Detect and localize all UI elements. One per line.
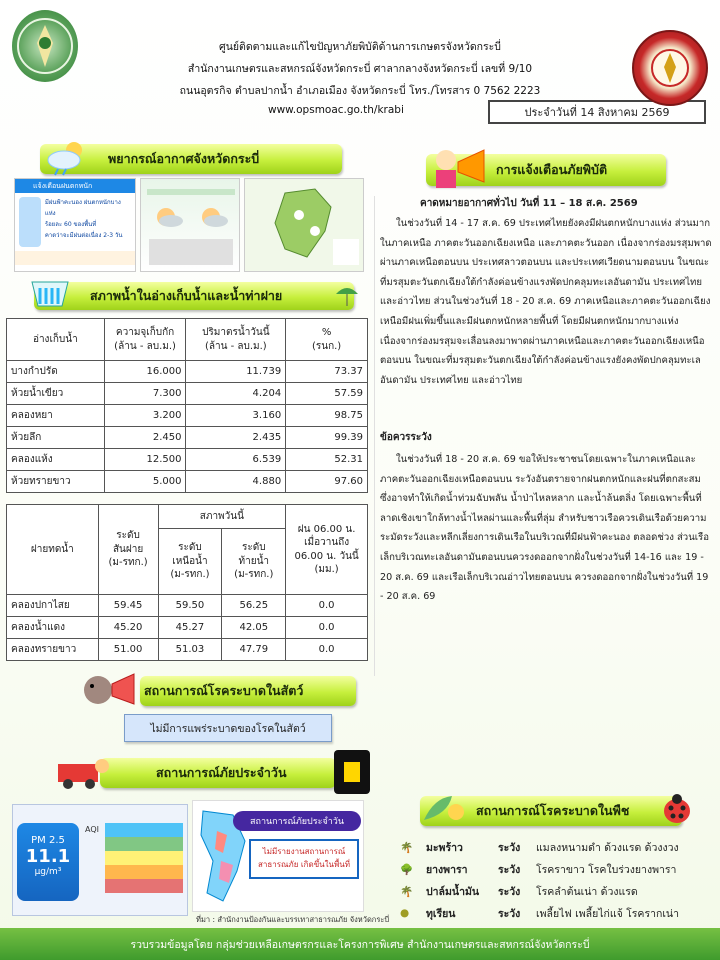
footer-text: รวบรวมข้อมูลโดย กลุ่มช่วยเหลือเกษตรกรและโครงการพิเศษ สำนักงานเกษตรและสหกรณ์จังหวัดกระบี่: [130, 938, 590, 951]
animal-status-box: ไม่มีการแพร่ระบาดของโรคในสัตว์: [124, 714, 332, 742]
plant-section-title: สถานการณ์โรคระบาดในพืช: [476, 803, 630, 818]
crop-pests: เพลี้ยไฟ เพลี้ยไก่แจ้ โรครากเน่า: [536, 907, 680, 920]
cell-volume: 6.539: [186, 449, 286, 471]
reservoir-table: [6, 318, 368, 493]
footer-bar: [0, 928, 720, 960]
cell-volume: 4.204: [186, 383, 286, 405]
cell-rain: 0.0: [286, 595, 368, 617]
col-header: % (รนก.): [286, 319, 368, 361]
durian-icon: ●: [400, 907, 410, 919]
ministry-emblem-logo: [632, 30, 708, 106]
pm25-card: [17, 823, 79, 901]
cell-downstream: 42.05: [222, 617, 286, 639]
cell-capacity: 3.200: [104, 405, 186, 427]
pm25-label: PM 2.5: [31, 835, 65, 846]
fire-truck-icon: [54, 750, 110, 792]
umbrella-person-icon: [334, 282, 360, 308]
table-row: [7, 595, 368, 617]
weir-name: คลองปกาไสย: [7, 595, 99, 617]
forecast-title: คาดหมายอากาศทั่วไป วันที่ 11 – 18 ส.ค. 2569: [420, 198, 638, 209]
cell-volume: 2.435: [186, 427, 286, 449]
thumb-warning-caption: แจ้งเตือนฝนตกหนัก: [15, 179, 135, 193]
list-item: [400, 858, 712, 880]
weather-section-title: พยากรณ์อากาศจังหวัดกระบี่: [108, 151, 260, 166]
weather-warning-thumbnail[interactable]: [14, 178, 136, 272]
cell-capacity: 7.300: [104, 383, 186, 405]
reservoir-name: ห้วยลึก: [7, 427, 105, 449]
table-row: [7, 361, 368, 383]
table-row: [7, 427, 368, 449]
daily-source: ที่มา : สำนักงานป้องกันและบรรเทาสาธารณภัย จังหวัดกระบี่: [196, 915, 390, 924]
crop-name: ทุเรียน: [426, 907, 456, 920]
weir-name: คลองทรายขาว: [7, 639, 99, 661]
warning-section-title: การแจ้งเตือนภัยพิบัติ: [496, 162, 608, 177]
pm25-unit: µg/m³: [34, 867, 62, 877]
daily-hazard-map: [192, 800, 364, 912]
cell-percent: 99.39: [286, 427, 368, 449]
cell-percent: 57.59: [286, 383, 368, 405]
animal-section-title: สถานการณ์โรคระบาดในสัตว์: [144, 683, 304, 698]
rubber-tree-icon: 🌳: [400, 863, 414, 876]
weather-cloud-icon: [44, 138, 90, 176]
cell-volume: 4.880: [186, 471, 286, 493]
oil-palm-icon: 🌴: [400, 885, 414, 898]
provincial-seal-logo: [12, 10, 78, 82]
website-link[interactable]: www.opsmoac.go.th/krabi: [268, 104, 404, 116]
cell-capacity: 5.000: [104, 471, 186, 493]
list-item: [400, 902, 712, 924]
forecast-paragraph: ในช่วงวันที่ 14 - 17 ส.ค. 69 ประเทศไทยยังคงมีฝนตกหนักบางแห่ง ส่วนมากในภาคเหนือ ภาคตะวันออกเฉียงเหนือ และภาคตะวันออก เนื่องจากร่องมรสุมพาดผ่านภาคเหนือตอนบน ประเทศลาวตอนบน และประเทศเวียดนามตอนบน ในขณะที่มรสุมตะวันตกเฉียงใต้กำลังค่อนข้างแรงพัดปกคลุมทะเลอันดามัน ประเทศไทย และอ่าวไทย ส่วนในช่วงวันที่ 18 - 20 ส.ค. 69 ภาคเหนือและภาคตะวันออกเฉียงเหนือมีฝนเพิ่มขึ้นและมีฝนตกหนักหลายพื้นที่ โดยมีฝนตกหนักมากบางแห่ง เนื่องจากร่องมรสุมจะเลื่อนลงมาพาดผ่านภาคเหนือและภาคตะวันออกเฉียงเหนือตอนบน ในขณะที่มรสุมตะวันตกเฉียงใต้กำลังค่อนข้างแรงยังคงพัดปกคลุมทะเลอันดามัน ประเทศไทย และอ่าวไทย: [380, 218, 712, 386]
plant-list: [400, 836, 712, 924]
col-header: ฝน 06.00 น. เมื่อวานถึง 06.00 น. วันนี้ (มม.): [286, 505, 368, 595]
cell-downstream: 56.25: [222, 595, 286, 617]
col-header: อ่างเก็บน้ำ: [7, 319, 105, 361]
weir-name: คลองน้ำแดง: [7, 617, 99, 639]
cell-percent: 97.60: [286, 471, 368, 493]
col-header: ปริมาตรน้ำวันนี้ (ล้าน - ลบ.ม.): [186, 319, 286, 361]
dam-water-icon: [30, 276, 70, 312]
cell-percent: 52.31: [286, 449, 368, 471]
crop-pests: แมลงหนามดำ ด้วงแรด ด้วงงวง: [536, 841, 679, 854]
advice-title: ข้อควรระวัง: [380, 432, 432, 443]
cell-upstream: 51.03: [158, 639, 222, 661]
col-header: ความจุเก็บกัก (ล้าน - ลบ.ม.): [104, 319, 186, 361]
daily-map-title: สถานการณ์ภัยประจำวัน: [233, 811, 361, 831]
cell-rain: 0.0: [286, 617, 368, 639]
cell-volume: 11.739: [186, 361, 286, 383]
reservoir-name: ห้วยน้ำเขียว: [7, 383, 105, 405]
cell-downstream: 47.79: [222, 639, 286, 661]
thumb-caption-line: มีฝนฟ้าคะนอง ฝนตกหนักบางแห่ง: [44, 199, 121, 217]
cell-capacity: 12.500: [104, 449, 186, 471]
crop-warning: ระวัง: [498, 863, 521, 876]
coconut-icon: 🌴: [400, 841, 414, 854]
ladybug-icon: [660, 792, 694, 826]
reservoir-section-banner: [34, 282, 354, 310]
header-org-name: ศูนย์ติดตามและแก้ไขปัญหาภัยพิบัติด้านการเกษตรจังหวัดกระบี่: [219, 41, 501, 53]
col-header: ระดับ เหนือน้ำ (ม-รทก.): [158, 529, 222, 595]
cow-megaphone-icon: [80, 666, 138, 710]
table-row: [7, 449, 368, 471]
table-row: [7, 471, 368, 493]
reservoir-section-title: สภาพน้ำในอ่างเก็บน้ำและน้ำท่าฝาย: [90, 288, 283, 303]
cell-crest-level: 45.20: [98, 617, 158, 639]
megaphone-person-icon: [428, 142, 490, 190]
reservoir-name: คลองแห้ง: [7, 449, 105, 471]
crop-name: มะพร้าว: [426, 841, 463, 854]
crop-pests: โรคราขาว โรคใบร่วงยางพารา: [536, 863, 677, 876]
crop-name: ปาล์มน้ำมัน: [426, 885, 480, 898]
col-header: สภาพวันนี้: [158, 505, 286, 529]
thumb-caption-line: คาดว่าจะมีฝนต่อเนื่อง 2-3 วัน: [44, 232, 123, 239]
col-header: ระดับ ท้ายน้ำ (ม-รทก.): [222, 529, 286, 595]
cell-crest-level: 59.45: [98, 595, 158, 617]
crop-warning: ระวัง: [498, 907, 521, 920]
header-address: ถนนอุตรกิจ ตำบลปากน้ำ อำเภอเมือง จังหวัดกระบี่ โทร./โทรสาร 0 7562 2223: [179, 85, 541, 97]
daily-section-banner: [100, 758, 336, 788]
cell-percent: 98.75: [286, 405, 368, 427]
report-date: ประจำวันที่ 14 สิงหาคม 2569: [488, 100, 706, 124]
cell-capacity: 16.000: [104, 361, 186, 383]
thumb-caption-line: ร้อยละ 60 ของพื้นที่: [44, 221, 97, 228]
list-item: [400, 880, 712, 902]
cell-volume: 3.160: [186, 405, 286, 427]
hazard-hand-icon: [334, 750, 370, 794]
table-row: [7, 405, 368, 427]
col-header: ระดับ สันฝาย (ม-รทก.): [98, 505, 158, 595]
weir-table: [6, 504, 368, 661]
table-row: [7, 383, 368, 405]
table-row: [7, 617, 368, 639]
daily-map-note: ไม่มีรายงานสถานการณ์สาธารณภัย เกิดขึ้นในพื้นที่: [249, 839, 359, 879]
cell-rain: 0.0: [286, 639, 368, 661]
cell-upstream: 45.27: [158, 617, 222, 639]
list-item: [400, 836, 712, 858]
aqi-scale: [105, 823, 183, 903]
reservoir-name: บางกำปรัด: [7, 361, 105, 383]
reservoir-name: คลองหยา: [7, 405, 105, 427]
cell-capacity: 2.450: [104, 427, 186, 449]
cell-upstream: 59.50: [158, 595, 222, 617]
pm25-value: 11.1: [25, 846, 71, 867]
daily-section-title: สถานการณ์ภัยประจำวัน: [156, 765, 287, 780]
animal-section-banner: [140, 676, 356, 706]
crop-pests: โรคลำต้นเน่า ด้วงแรด: [536, 885, 638, 898]
header-office: สำนักงานเกษตรและสหกรณ์จังหวัดกระบี่ ศาลากลางจังหวัดกระบี่ เลขที่ 9/10: [187, 63, 533, 75]
column-divider: [374, 196, 375, 676]
reservoir-name: ห้วยทรายขาว: [7, 471, 105, 493]
crop-warning: ระวัง: [498, 885, 521, 898]
weather-forecast-thumbnail[interactable]: [140, 178, 240, 272]
cell-crest-level: 51.00: [98, 639, 158, 661]
plant-disease-icon: [418, 790, 470, 828]
table-row: [7, 639, 368, 661]
advice-paragraph: ในช่วงวันที่ 18 - 20 ส.ค. 69 ขอให้ประชาชนโดยเฉพาะในภาคเหนือและภาคตะวันออกเฉียงเหนือตอนบน ระวังอันตรายจากฝนตกหนักและฝนที่ตกสะสม ซึ่งอาจทำให้เกิดน้ำท่วมฉับพลัน น้ำป่าไหลหลาก และน้ำล้นตลิ่ง โดยเฉพาะพื้นที่ลาดเชิงเขาใกล้ทางน้ำไหลผ่านและพื้นที่ลุ่ม สำหรับชาวเรือควรเดินเรือด้วยความระมัดระวังและหลีกเลี่ยงการเดินเรือในบริเวณที่มีฝนฟ้าคะนอง ตลอดช่วง ส่วนเรือเล็กบริเวณทะเลอันดามันตอนบนควรงดออกจากฝั่งในช่วงวันที่ 14-16 และ 19 - 20 ส.ค. 69 และเรือเล็กบริเวณอ่าวไทยตอนบน ควรงดออกจากฝั่งในช่วงวันที่ 19 - 20 ส.ค. 69: [380, 454, 709, 603]
rain-icon: [19, 197, 41, 247]
pm25-panel: [12, 804, 188, 916]
cell-percent: 73.37: [286, 361, 368, 383]
col-header: ฝายทดน้ำ: [7, 505, 99, 595]
weather-map-thumbnail[interactable]: [244, 178, 364, 272]
aqi-label: AQI: [85, 825, 99, 834]
crop-warning: ระวัง: [498, 841, 521, 854]
crop-name: ยางพารา: [426, 863, 468, 876]
